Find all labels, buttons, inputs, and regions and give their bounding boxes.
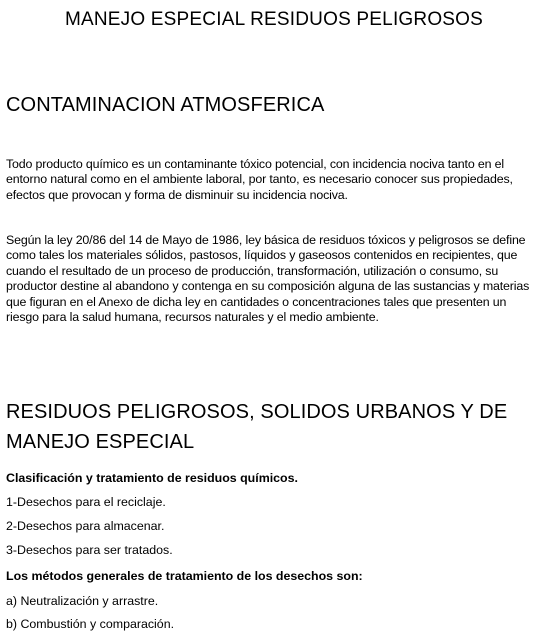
methods-title: Los métodos generales de tratamiento de los desechos son: [6,569,363,583]
section-heading-contaminacion: CONTAMINACION ATMOSFERICA [6,94,325,116]
paragraph-ley: Según la ley 20/86 del 14 de Mayo de 1986, ley básica de residuos tóxicos y peligrosos se define como tales los materiales sólidos, pastosos, líquidos y gaseosos contenidos en recipientes, que cuando el resultado de un proceso de producción, transformación, utilización o consumo, su productor destine al abandono y contenga en su composición alguna de las sustancias y materias que figuran en el Anexo de dicha ley en cantidades o concentraciones tales que presenten un riesgo para la salud humana, recursos naturales y el medio ambiente. [6,233,530,325]
list-item: b) Combustión y comparación. [6,617,175,631]
list-item: 3-Desechos para ser tratados. [6,543,173,557]
paragraph-intro: Todo producto químico es un contaminante tóxico potencial, con incidencia nociva tanto en el entorno natural como en el ambiente laboral, por tanto, es necesario conocer sus propiedades, efectos que provocan y forma de disminuir su incidencia nociva. [6,157,513,202]
classification-title: Clasificación y tratamiento de residuos químicos. [6,471,298,485]
list-item: 2-Desechos para almacenar. [6,519,165,533]
list-item: a) Neutralización y arrastre. [6,594,159,608]
list-item: 1-Desechos para el reciclaje. [6,495,166,509]
section-heading-residuos: RESIDUOS PELIGROSOS, SOLIDOS URBANOS Y DE MANEJO ESPECIAL [6,401,508,453]
document-title: MANEJO ESPECIAL RESIDUOS PELIGROSOS [64,9,484,30]
